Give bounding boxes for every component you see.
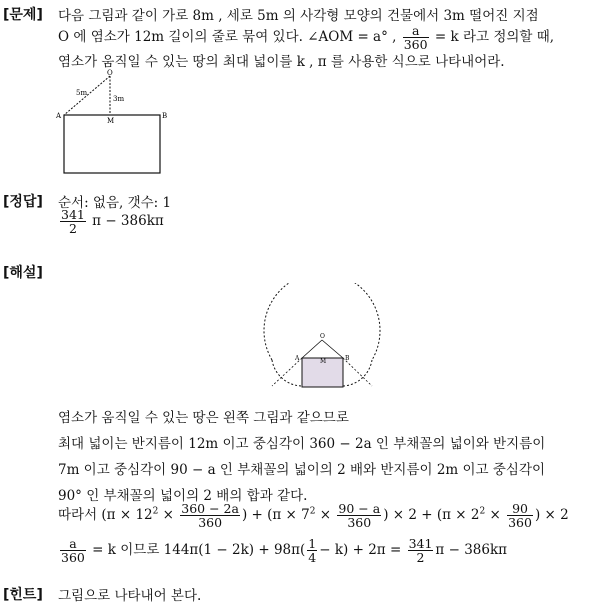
fraction-denominator: 4	[308, 550, 317, 566]
left-arc	[272, 360, 302, 386]
answer-tail: π − 386kπ	[92, 213, 164, 230]
hint-label: [힌트]	[3, 587, 43, 603]
fraction-denominator: 360	[403, 37, 428, 53]
fraction-numerator: 1	[308, 536, 317, 551]
point-a: A	[295, 355, 300, 362]
hint-text: 그림으로 나타내어 본다.	[58, 588, 202, 604]
problem-line-2-text: O 에 염소가 12m 길이의 줄로 묶여 있다. ∠AOM = a° ,	[58, 29, 397, 46]
expr-part: = k 이므로 144π(1 − 2k) + 98π(	[92, 542, 306, 559]
problem-line-2	[58, 24, 554, 51]
expr-part: ×	[315, 507, 332, 524]
right-arc	[343, 360, 372, 386]
point-m: M	[320, 358, 327, 365]
exponent: 2	[479, 506, 486, 517]
problem-figure	[55, 68, 175, 176]
point-o: O	[107, 69, 113, 77]
expr-part: ) × 2 + (π × 2	[383, 507, 480, 524]
problem-line-2-tail: = k 라고 정의할 때,	[434, 29, 555, 46]
explanation-label: [해설]	[3, 265, 43, 281]
problem-line-3: 염소가 움직일 수 있는 땅의 최대 넓이를 k , π 를 사용한 식으로 나타내어라.	[58, 54, 505, 70]
fraction-numerator: 90 − a	[338, 501, 381, 516]
expr-fraction	[307, 537, 317, 564]
expr-fraction	[408, 537, 434, 564]
fraction-numerator: 341	[61, 207, 85, 222]
fraction-numerator: 90	[507, 502, 533, 516]
point-o: O	[320, 333, 325, 340]
expr-part: − k) + 2π =	[319, 542, 402, 559]
label-5m: 5m	[76, 89, 88, 97]
expr-fraction	[507, 502, 533, 529]
answer-line-2	[58, 208, 164, 235]
point-b: B	[162, 112, 168, 120]
point-m: M	[107, 117, 115, 125]
rope-right	[322, 340, 343, 358]
explanation-figure	[262, 283, 387, 393]
explanation-line-2: 최대 넓이는 반지름이 12m 이고 중심각이 360 − 2a 인 부채꼴의 넓이와 반지름이	[58, 436, 546, 452]
large-arc	[264, 283, 380, 360]
answer-label: [정답]	[3, 194, 43, 210]
explanation-line-5	[58, 502, 569, 529]
problem-line-1: 다음 그림과 같이 가로 8m , 세로 5m 의 사각형 모양의 건물에서 3m 떨어진 지점	[58, 8, 539, 24]
fraction-numerator: a	[403, 24, 429, 38]
point-b: B	[345, 355, 350, 362]
expr-fraction	[60, 537, 86, 564]
label-3m: 3m	[113, 95, 125, 103]
fraction-denominator: 360	[61, 550, 85, 566]
explanation-line-1: 염소가 움직일 수 있는 땅은 왼쪽 그림과 같으므로	[58, 410, 349, 426]
exponent: 2	[309, 506, 316, 517]
expr-part: ) × 2	[534, 507, 569, 524]
problem-fraction	[403, 24, 429, 51]
expr-fraction	[180, 502, 240, 529]
expr-part: 따라서 (π × 12	[58, 507, 153, 524]
explanation-line-6	[58, 537, 507, 564]
fraction-denominator: 2	[68, 221, 77, 237]
expr-part: π − 386kπ	[435, 542, 508, 559]
fraction-denominator: 360	[347, 515, 372, 531]
fraction-denominator: 360	[508, 515, 532, 531]
fraction-denominator: 360	[198, 515, 223, 531]
fraction-numerator: 360 − 2a	[181, 501, 239, 516]
answer-fraction	[60, 208, 86, 235]
rope-left	[302, 340, 322, 358]
expr-part: ) + (π × 7	[241, 507, 310, 524]
problem-label: [문제]	[3, 7, 43, 23]
explanation-line-4: 90° 인 부채꼴의 넓이의 2 배의 합과 같다.	[58, 488, 308, 504]
expr-fraction	[337, 502, 381, 529]
fraction-numerator: 341	[408, 536, 433, 551]
explanation-line-3: 7m 이고 중심각이 90 − a 인 부채꼴의 넓이의 2 배와 반지름이 2m 이고 중심각이	[58, 462, 546, 478]
expr-part: ×	[158, 507, 174, 524]
point-a: A	[56, 112, 62, 120]
exponent: 2	[152, 506, 159, 517]
answer-line-1: 순서: 없음, 갯수: 1	[58, 195, 172, 211]
expr-part: ×	[485, 507, 501, 524]
fraction-denominator: 2	[416, 550, 425, 566]
fraction-numerator: a	[60, 537, 86, 551]
